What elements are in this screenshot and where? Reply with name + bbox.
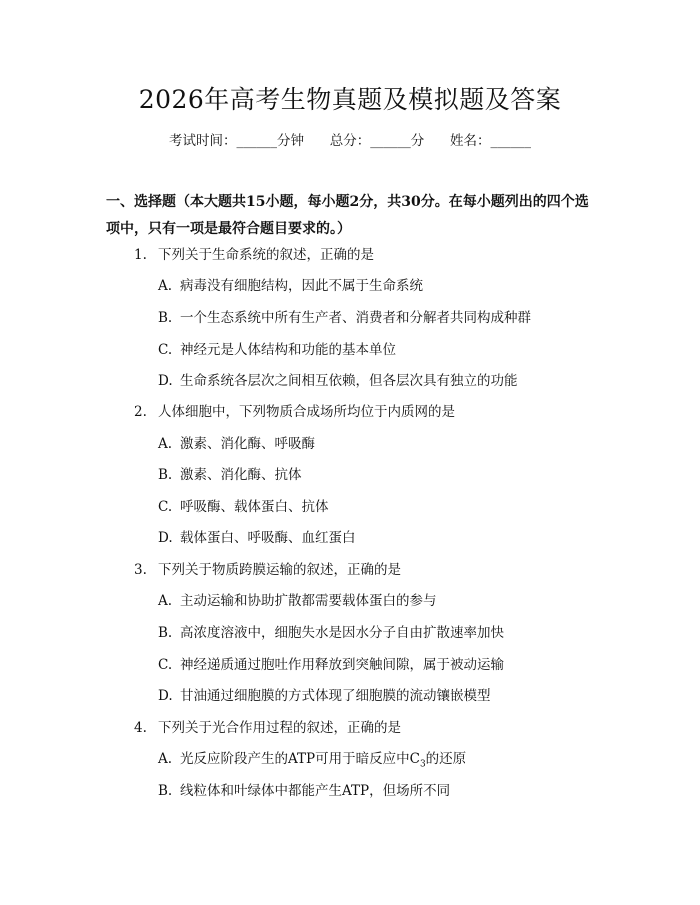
option-text: 生命系统各层次之间相互依赖，但各层次具有独立的功能 — [180, 373, 518, 389]
question-number: 4. — [134, 720, 147, 736]
question-number: 1. — [134, 247, 147, 263]
option-text: 载体蛋白、呼吸酶、血红蛋白 — [180, 530, 356, 546]
question-4 — [134, 717, 401, 739]
question-3 — [134, 559, 401, 581]
question-3-option-a — [158, 590, 437, 612]
option-label: B. — [158, 467, 173, 483]
question-1-option-d — [158, 370, 518, 392]
question-stem: 下列关于物质跨膜运输的叙述，正确的是 — [158, 562, 401, 578]
option-text: 激素、消化酶、抗体 — [180, 467, 302, 483]
option-text: 神经递质通过胞吐作用释放到突触间隙，属于被动运输 — [180, 657, 504, 673]
option-label: C. — [158, 499, 173, 515]
option-label: B. — [158, 625, 173, 641]
question-3-option-d — [158, 685, 491, 707]
option-text: 神经元是人体结构和功能的基本单位 — [180, 342, 396, 358]
exam-meta-line: 考试时间：______分钟 总分：______分 姓名：______ — [169, 133, 531, 149]
question-4-option-b — [158, 780, 450, 802]
question-stem: 人体细胞中，下列物质合成场所均位于内质网的是 — [158, 404, 455, 420]
question-number: 2. — [134, 404, 147, 420]
option-text-after: 的还原 — [425, 751, 467, 767]
option-label: D. — [158, 530, 173, 546]
option-label: A. — [158, 593, 173, 609]
option-text: 一个生态系统中所有生产者、消费者和分解者共同构成种群 — [180, 310, 531, 326]
question-1 — [134, 244, 374, 266]
question-2-option-c — [158, 496, 329, 518]
option-label: A. — [158, 278, 173, 294]
section-heading: 一、选择题（本大题共15小题，每小题2分，共30分。在每小题列出的四个选项中，只有一项是最符合题目要求的。） — [106, 194, 589, 237]
option-label: A. — [158, 436, 173, 452]
question-1-option-b — [158, 307, 531, 329]
option-text: 甘油通过细胞膜的方式体现了细胞膜的流动镶嵌模型 — [180, 688, 491, 704]
option-label: B. — [158, 310, 173, 326]
option-text: 激素、消化酶、呼吸酶 — [180, 436, 315, 452]
option-text-before: 光反应阶段产生的ATP可用于暗反应中C — [180, 751, 420, 767]
option-text: 高浓度溶液中，细胞失水是因水分子自由扩散速率加快 — [180, 625, 504, 641]
option-label: C. — [158, 657, 173, 673]
question-stem: 下列关于光合作用过程的叙述，正确的是 — [158, 720, 401, 736]
question-3-option-b — [158, 622, 504, 644]
question-2-option-d — [158, 527, 356, 549]
option-text: 线粒体和叶绿体中都能产生ATP，但场所不同 — [180, 783, 451, 799]
question-3-option-c — [158, 654, 504, 676]
question-2 — [134, 401, 455, 423]
question-1-option-c — [158, 339, 396, 361]
option-label: D. — [158, 373, 173, 389]
option-label: C. — [158, 342, 173, 358]
question-2-option-b — [158, 464, 302, 486]
option-text: 病毒没有细胞结构，因此不属于生命系统 — [180, 278, 423, 294]
option-label: B. — [158, 783, 173, 799]
question-1-option-a — [158, 275, 423, 297]
option-text: 主动运输和协助扩散都需要载体蛋白的参与 — [180, 593, 437, 609]
exam-title: 2026年高考生物真题及模拟题及答案 — [138, 85, 562, 114]
question-4-option-a — [158, 748, 466, 770]
option-text: 呼吸酶、载体蛋白、抗体 — [180, 499, 329, 515]
subscript: 3 — [419, 759, 426, 770]
question-number: 3. — [134, 562, 147, 578]
question-2-option-a — [158, 433, 315, 455]
option-label: A. — [158, 751, 173, 767]
question-stem: 下列关于生命系统的叙述，正确的是 — [158, 247, 374, 263]
option-label: D. — [158, 688, 173, 704]
